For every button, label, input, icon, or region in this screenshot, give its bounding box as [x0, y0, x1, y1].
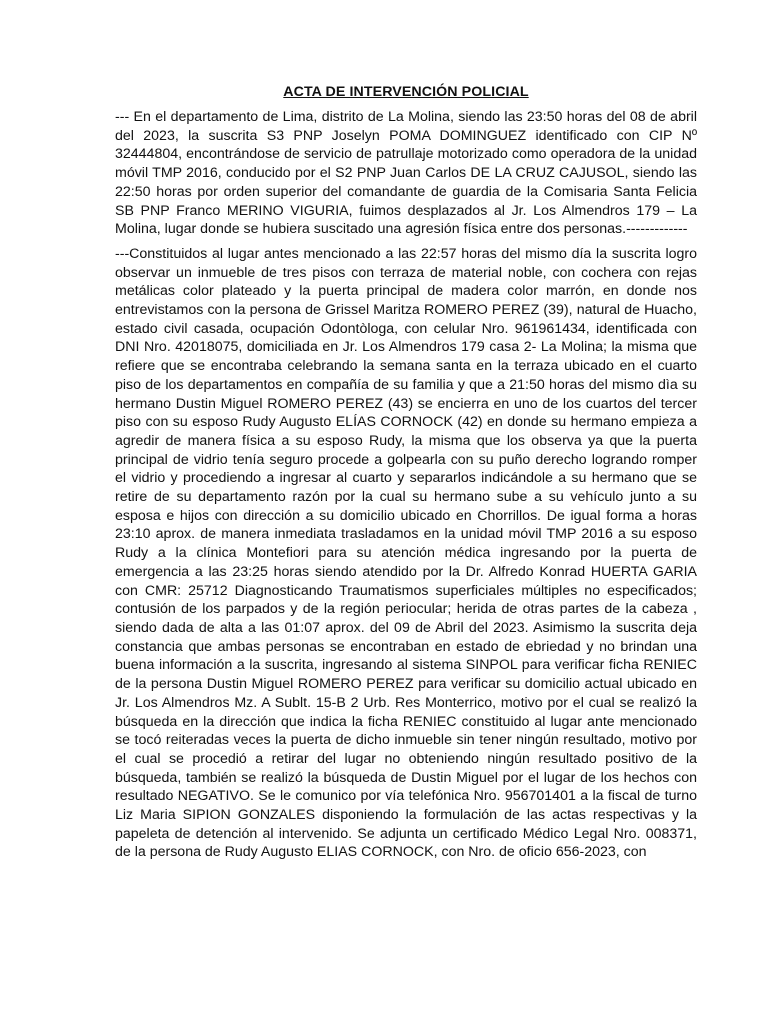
- paragraph-intro: --- En el departamento de Lima, distrito de La Molina, siendo las 23:50 horas del 08 de abril del 2023, la suscrita S3 PNP Joselyn POMA DOMINGUEZ identificado con CIP Nº 32444804, encontrándose de servicio de patrullaje motorizado como operadora de la unidad móvil TMP 2016, conducido por el S2 PNP Juan Carlos DE LA CRUZ CAJUSOL, siendo las 22:50 horas por orden superior del comandante de guardia de la Comisaria Santa Felicia SB PNP Franco MERINO VIGURIA, fuimos desplazados al Jr. Los Almendros 179 – La Molina, lugar donde se hubiera suscitado una agresión física entre dos personas.-------------: [115, 109, 697, 238]
- document-title: ACTA DE INTERVENCIÓN POLICIAL: [283, 84, 529, 100]
- document-page: [115, 82, 697, 862]
- paragraph-body: ---Constituidos al lugar antes mencionado a las 22:57 horas del mismo día la suscrita logro observar un inmueble de tres pisos con terraza de material noble, con cochera con rejas metálicas color plateado y la puerta principal de madera color marrón, en donde nos entrevistamos con la persona de Grissel Maritza ROMERO PEREZ (39), natural de Huacho, estado civil casada, ocupación Odontòloga, con celular Nro. 961961434, identificada con DNI Nro. 42018075, domiciliada en Jr. Los Almendros 179 casa 2- La Molina; la misma que refiere que se encontraba celebrando la semana santa en la terraza ubicado en el cuarto piso de los departamentos en compañía de su familia y que a 21:50 horas del mismo dìa su hermano Dustin Miguel ROMERO PEREZ (43) se encierra en uno de los cuartos del tercer piso con su esposo Rudy Augusto ELÍAS CORNOCK (42) en donde su hermano empieza a agredir de manera física a su esposo Rudy, la misma que los observa ya que la puerta principal de vidrio tenía seguro procede a golpearla con su puño derecho logrando romper el vidrio y procediendo a ingresar al cuarto y separarlos indicándole a su hermano que se retire de su departamento razón por la cual su hermano sube a su vehículo junto a su esposa e hijos con dirección a su domicilio ubicado en Chorrillos. De igual forma a horas 23:10 aprox. de manera inmediata trasladamos en la unidad móvil TMP 2016 a su esposo Rudy a la clínica Montefiori para su atención médica ingresando por la puerta de emergencia a las 23:25 horas siendo atendido por la Dr. Alfredo Konrad HUERTA GARIA con CMR: 25712 Diagnosticando Traumatismos superficiales múltiples no especificados; contusión de los parpados y de la región periocular; herida de otras partes de la cabeza , siendo dada de alta a las 01:07 aprox. del 09 de Abril del 2023. Asimismo la suscrita deja constancia que ambas personas se encontraban en estado de ebriedad y no brindan una buena información a la suscrita, ingresando al sistema SINPOL para verificar ficha RENIEC de la persona Dustin Miguel ROMERO PEREZ para verificar su domicilio actual ubicado en Jr. Los Almendros Mz. A Sublt. 15-B 2 Urb. Res Monterrico, motivo por el cual se realizó la búsqueda en la dirección que indica la ficha RENIEC constituido al lugar ante mencionado se tocó reiteradas veces la puerta de dicho inmueble sin tener ningún resultado, motivo por el cual se procedió a retirar del lugar no obteniendo ningún resultado positivo de la búsqueda, también se realizó la búsqueda de Dustin Miguel por el lugar de los hechos con resultado NEGATIVO. Se le comunico por vía telefónica Nro. 956701401 a la fiscal de turno Liz Maria SIPION GONZALES disponiendo la formulación de las actas respectivas y la papeleta de detención al intervenido. Se adjunta un certificado Médico Legal Nro. 008371, de la persona de Rudy Augusto ELIAS CORNOCK, con Nro. de oficio 656-2023, con: [115, 245, 697, 861]
